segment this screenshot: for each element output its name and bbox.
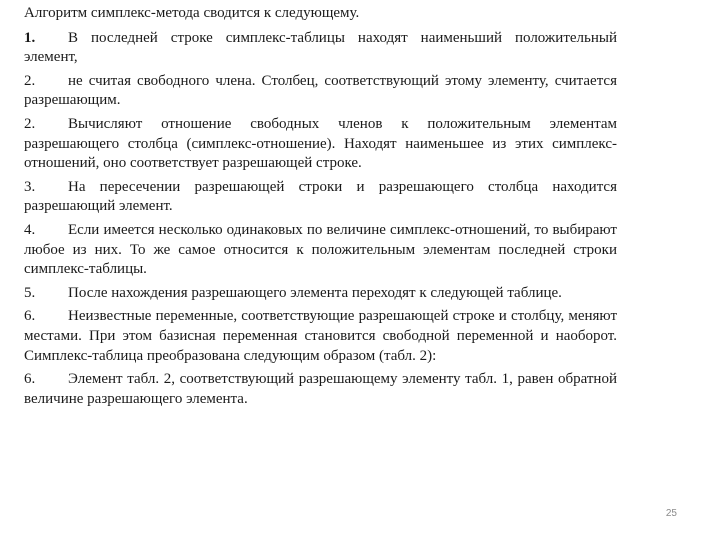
item-number: 2. [24,115,36,132]
item-text: После нахождения разрешающего элемента переходят к следующей таблице. [68,284,562,301]
list-item [24,370,617,409]
item-text: не считая свободного члена. Столбец, соответствующий этому элементу, считается разрешающим. [24,72,617,109]
list-item [24,178,617,217]
document-body [24,4,617,413]
item-number: 3. [24,178,36,195]
intro-paragraph: Алгоритм симплекс-метода сводится к следующему. [24,5,360,21]
item-number: 2. [24,72,36,89]
list-item [24,29,617,68]
item-number: 1. [24,29,36,46]
list-item [24,221,617,280]
item-text: Элемент табл. 2, соответствующий разрешающему элементу табл. 1, равен обратной величине разрешающего элемента. [24,371,617,407]
item-number: 4. [24,221,36,238]
list-item [24,284,617,304]
item-text: Вычисляют отношение свободных членов к положительным элементам разрешающего столбца (симплекс-отношение). Находят наименьшее из этих симплекс-отношений, оно соответствует разрешающей строке. [24,115,617,172]
list-item [24,115,617,174]
page-number: 25 [665,508,677,519]
item-text: В последней строке симплекс-таблицы находят наименьший положительный элемент, [24,29,617,66]
list-item [24,307,617,366]
list-item [24,72,617,111]
item-number: 6. [24,371,36,388]
item-number: 6. [24,308,36,325]
item-text: Если имеется несколько одинаковых по величине симплекс-отношений, то выбирают любое из них. То же самое относится к положительным элементам последней строки симплекс-таблицы. [24,221,617,278]
item-number: 5. [24,284,36,301]
item-text: На пересечении разрешающей строки и разрешающего столбца находится разрешающий элемент. [24,178,617,215]
item-text: Неизвестные переменные, соответствующие разрешающей строке и столбцу, меняют местами. При этом базисная переменная становится свободной переменной и наоборот. Симплекс-таблица преобразована следующим образом (табл. 2): [24,308,617,364]
